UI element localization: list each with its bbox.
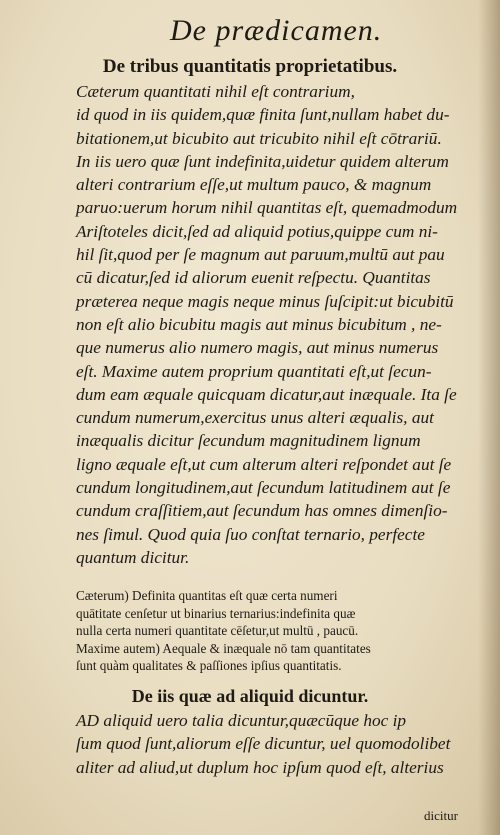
text-line: bitationem,ut bicubito aut tricubito nihil eſt cōtrariū. [76,128,442,148]
text-line: non eſt alio bicubitu magis aut minus bicubitum , ne- [76,314,442,334]
text-line: eſt. Maxime autem proprium quantitati eſt,ut ſecun- [76,361,432,381]
main-text-block [76,80,480,569]
text-line: alteri contrarium eſſe,ut multum pauco, & magnum [76,175,432,195]
note-line: nulla certa numeri quantitate cēſetur,ut multū , paucū. [76,623,359,639]
note-line: ſunt quàm qualitates & paſſiones ipſius quantitatis. [76,658,342,674]
text-line: inæqualis dicitur ſecundum magnitudinem lignum [76,431,421,451]
text-line: cundum numerum,exercitus unus alteri æqualis, aut [76,408,434,428]
text-line: In iis uero quæ ſunt indefinita,uidetur quidem alterum [76,151,449,171]
text-line: ligno æquale eſt,ut cum alterum alteri reſpondet aut ſe [76,454,452,474]
text-line: ſum quod ſunt,aliorum eſſe dicuntur, uel quomodolibet [76,734,451,754]
commentary-note [76,587,480,675]
text-line: nes ſimul. Quod quia ſuo conſtat ternario, perfecte [76,524,425,544]
text-line: id quod in iis quidem,quæ finita ſunt,nullam habet du- [76,105,450,125]
text-line: AD aliquid uero talia dicuntur,quæcūque hoc ip [76,711,407,730]
text-line: Ariſtoteles dicit,ſed ad aliquid potius,quippe cum ni- [76,221,438,241]
section-heading-quantity-properties: De tribus quantitatis proprietatibus. [102,56,398,77]
text-line: cū dicatur,ſed id aliorum euenit reſpectu. Quantitas [76,268,431,288]
note-line: Cæterum) Definita quantitas eſt quæ certa numeri [76,588,338,603]
text-line: aliter ad aliud,ut duplum hoc ipſum quod eſt, alterius [76,757,444,777]
running-head: De prædicamen. [170,14,383,47]
text-line: præterea neque magis neque minus ſuſcipit:ut bicubitū [76,291,454,311]
text-line: hil ſit,quod per ſe magnum aut paruum,multū aut pau [76,245,445,265]
text-line: cundum longitudinem,aut ſecundum latitudinem aut ſe [76,478,451,498]
main-text-block-2 [76,709,480,779]
page-gutter-shadow [478,0,500,835]
text-line: dum eam æquale quicquam dicatur,aut inæquale. Ita ſe [76,384,457,404]
text-line: Cæterum quantitati nihil eſt contrarium, [76,82,355,101]
note-line: quātitate cenſetur ut binarius ternarius:indefinita quæ [76,605,356,621]
text-line: paruo:uerum horum nihil quantitas eſt, quemadmodum [76,198,458,218]
catchword: dicitur [424,808,458,823]
text-line: cundum craſſitiem,aut ſecundum has omnes dimenſio- [76,501,448,521]
note-line: Maxime autem) Aequale & inæquale nō tam quantitates [76,640,371,656]
text-line: que numerus alio numero magis, aut minus numerus [76,338,439,358]
text-line: quantum dicitur. [76,547,190,567]
section-heading-relatives: De iis quæ ad aliquid dicuntur. [131,686,369,706]
